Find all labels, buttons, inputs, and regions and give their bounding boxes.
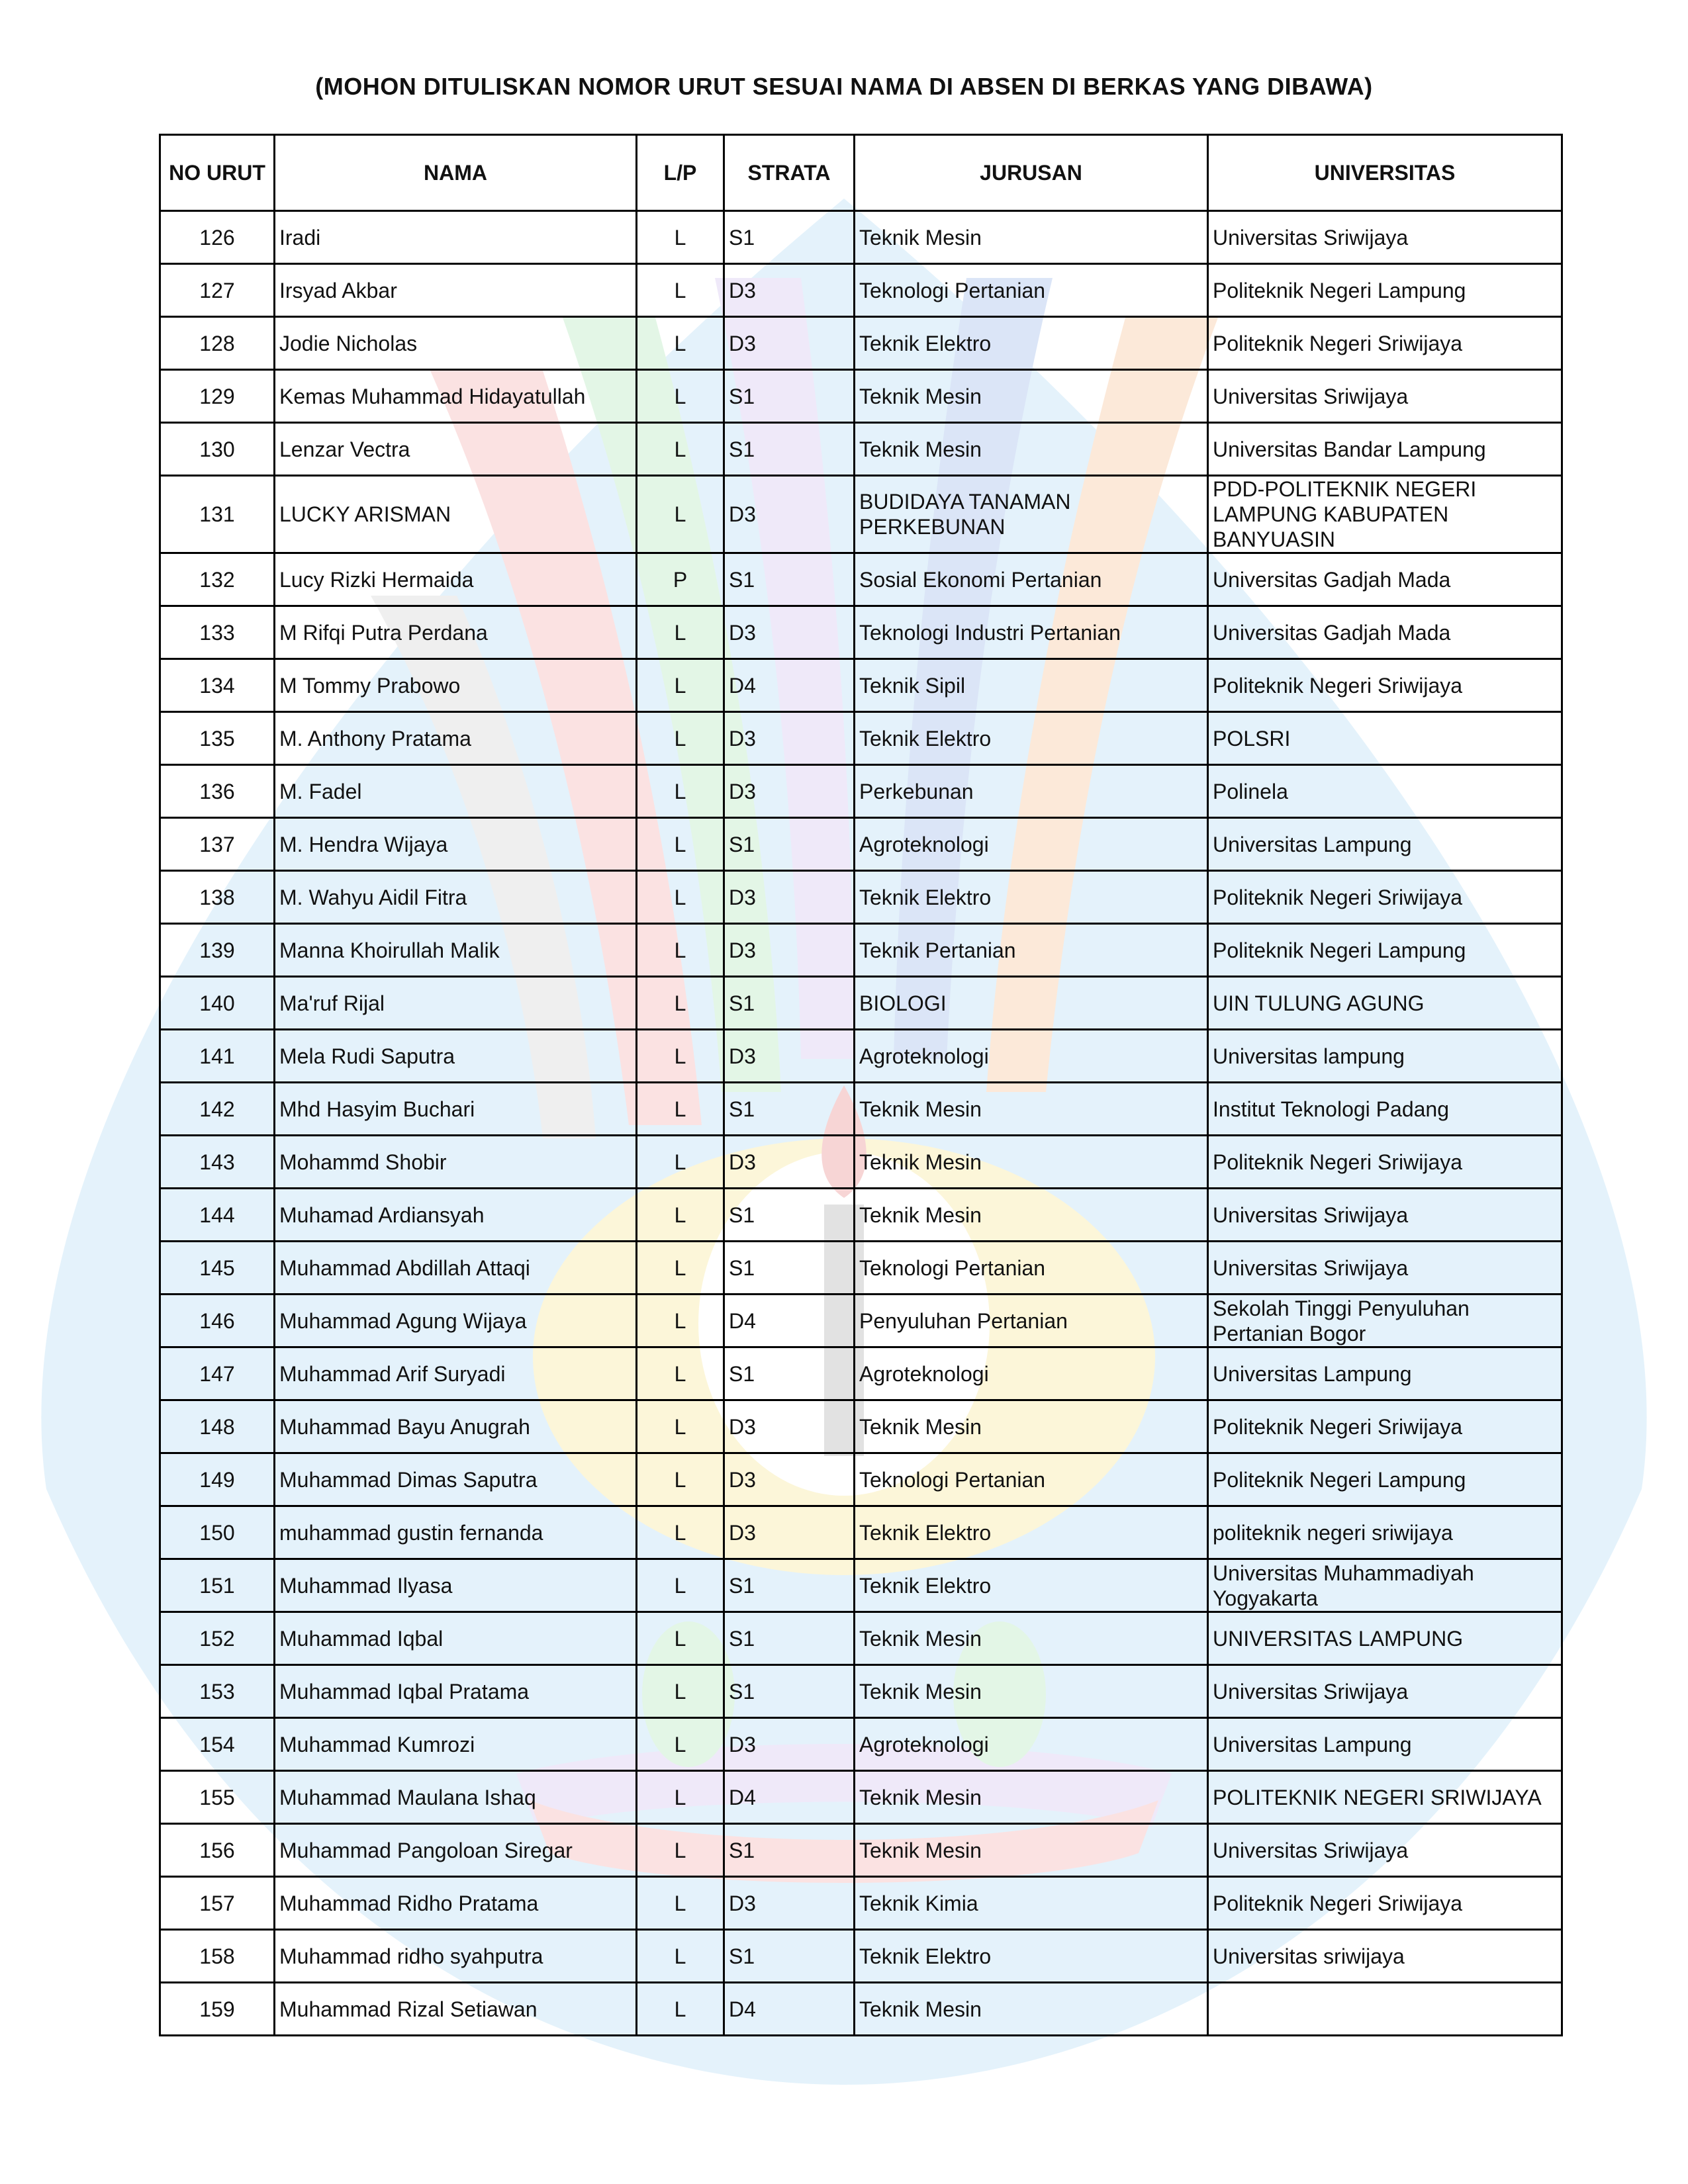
- cell-lp: L: [637, 1612, 724, 1665]
- table-row: [160, 1665, 1562, 1718]
- cell-lp: L: [637, 977, 724, 1030]
- cell-no-urut: 152: [160, 1612, 275, 1665]
- table-row: [160, 818, 1562, 871]
- cell-nama: Muhammad Ridho Pratama: [275, 1877, 637, 1930]
- cell-lp: L: [637, 211, 724, 264]
- cell-lp: L: [637, 1347, 724, 1400]
- table-row: [160, 1083, 1562, 1136]
- table-row: [160, 476, 1562, 553]
- table-row: [160, 1347, 1562, 1400]
- cell-lp: L: [637, 924, 724, 977]
- column-header-universitas: UNIVERSITAS: [1208, 135, 1562, 211]
- cell-strata: S1: [724, 1083, 855, 1136]
- cell-lp: L: [637, 871, 724, 924]
- cell-strata: D3: [724, 1400, 855, 1453]
- table-row: [160, 264, 1562, 317]
- column-header-nama: NAMA: [275, 135, 637, 211]
- cell-nama: Mohammd Shobir: [275, 1136, 637, 1189]
- cell-jurusan: Teknik Mesin: [855, 1400, 1208, 1453]
- cell-strata: D3: [724, 476, 855, 553]
- cell-universitas: Polinela: [1208, 765, 1562, 818]
- table-row: [160, 765, 1562, 818]
- cell-nama: Muhammad Abdillah Attaqi: [275, 1242, 637, 1295]
- table-row: [160, 423, 1562, 476]
- cell-lp: L: [637, 1453, 724, 1506]
- cell-lp: L: [637, 423, 724, 476]
- cell-no-urut: 136: [160, 765, 275, 818]
- cell-strata: D3: [724, 712, 855, 765]
- cell-universitas: Institut Teknologi Padang: [1208, 1083, 1562, 1136]
- cell-no-urut: 155: [160, 1771, 275, 1824]
- cell-jurusan: Teknik Elektro: [855, 712, 1208, 765]
- cell-strata: S1: [724, 553, 855, 606]
- table-row: [160, 1877, 1562, 1930]
- cell-strata: D3: [724, 1506, 855, 1559]
- cell-jurusan: Teknik Kimia: [855, 1877, 1208, 1930]
- table-row: [160, 1453, 1562, 1506]
- table-row: [160, 1983, 1562, 2036]
- cell-nama: M. Hendra Wijaya: [275, 818, 637, 871]
- cell-nama: M. Wahyu Aidil Fitra: [275, 871, 637, 924]
- table-row: [160, 1771, 1562, 1824]
- cell-jurusan: Teknik Elektro: [855, 1506, 1208, 1559]
- cell-universitas: Universitas Sriwijaya: [1208, 1242, 1562, 1295]
- cell-nama: Muhammad Dimas Saputra: [275, 1453, 637, 1506]
- cell-universitas: [1208, 1983, 1562, 2036]
- cell-strata: D3: [724, 264, 855, 317]
- cell-nama: Irsyad Akbar: [275, 264, 637, 317]
- cell-lp: L: [637, 659, 724, 712]
- cell-universitas: POLSRI: [1208, 712, 1562, 765]
- cell-lp: L: [637, 1771, 724, 1824]
- table-row: [160, 1506, 1562, 1559]
- table-row: [160, 211, 1562, 264]
- cell-universitas: Politeknik Negeri Sriwijaya: [1208, 659, 1562, 712]
- table-row: [160, 1295, 1562, 1347]
- cell-lp: L: [637, 818, 724, 871]
- cell-jurusan: Teknologi Industri Pertanian: [855, 606, 1208, 659]
- cell-no-urut: 134: [160, 659, 275, 712]
- cell-lp: L: [637, 1824, 724, 1877]
- cell-universitas: Universitas Gadjah Mada: [1208, 553, 1562, 606]
- cell-strata: D3: [724, 1453, 855, 1506]
- cell-jurusan: Teknik Mesin: [855, 1665, 1208, 1718]
- cell-jurusan: Teknik Sipil: [855, 659, 1208, 712]
- cell-lp: L: [637, 606, 724, 659]
- cell-jurusan: Teknik Mesin: [855, 1083, 1208, 1136]
- cell-nama: Muhammad Rizal Setiawan: [275, 1983, 637, 2036]
- cell-no-urut: 156: [160, 1824, 275, 1877]
- cell-jurusan: Teknik Mesin: [855, 211, 1208, 264]
- cell-lp: L: [637, 1083, 724, 1136]
- cell-lp: L: [637, 1877, 724, 1930]
- cell-jurusan: BUDIDAYA TANAMAN PERKEBUNAN: [855, 476, 1208, 553]
- table-row: [160, 1559, 1562, 1612]
- cell-universitas: Universitas Muhammadiyah Yogyakarta: [1208, 1559, 1562, 1612]
- cell-no-urut: 139: [160, 924, 275, 977]
- cell-jurusan: Penyuluhan Pertanian: [855, 1295, 1208, 1347]
- table-row: [160, 1718, 1562, 1771]
- cell-strata: D3: [724, 924, 855, 977]
- cell-strata: D3: [724, 1877, 855, 1930]
- cell-strata: S1: [724, 1242, 855, 1295]
- cell-jurusan: Agroteknologi: [855, 818, 1208, 871]
- table-row: [160, 1400, 1562, 1453]
- cell-lp: L: [637, 1665, 724, 1718]
- page-title: (MOHON DITULISKAN NOMOR URUT SESUAI NAMA DI ABSEN DI BERKAS YANG DIBAWA): [315, 73, 1373, 100]
- cell-no-urut: 137: [160, 818, 275, 871]
- cell-universitas: Universitas lampung: [1208, 1030, 1562, 1083]
- table-row: [160, 712, 1562, 765]
- table-row: [160, 1030, 1562, 1083]
- cell-no-urut: 141: [160, 1030, 275, 1083]
- cell-nama: Muhammad Ilyasa: [275, 1559, 637, 1612]
- cell-universitas: Politeknik Negeri Sriwijaya: [1208, 1400, 1562, 1453]
- table-row: [160, 317, 1562, 370]
- table-row: [160, 924, 1562, 977]
- cell-universitas: POLITEKNIK NEGERI SRIWIJAYA: [1208, 1771, 1562, 1824]
- cell-jurusan: Teknik Elektro: [855, 871, 1208, 924]
- cell-lp: L: [637, 1930, 724, 1983]
- cell-universitas: Politeknik Negeri Sriwijaya: [1208, 871, 1562, 924]
- cell-strata: D3: [724, 765, 855, 818]
- table-row: [160, 977, 1562, 1030]
- cell-nama: Muhammad Iqbal: [275, 1612, 637, 1665]
- cell-no-urut: 132: [160, 553, 275, 606]
- cell-lp: L: [637, 1559, 724, 1612]
- cell-nama: Muhammad Kumrozi: [275, 1718, 637, 1771]
- cell-strata: D4: [724, 1771, 855, 1824]
- column-header-jurusan: JURUSAN: [855, 135, 1208, 211]
- cell-universitas: Sekolah Tinggi Penyuluhan Pertanian Bogor: [1208, 1295, 1562, 1347]
- cell-strata: D3: [724, 871, 855, 924]
- cell-nama: LUCKY ARISMAN: [275, 476, 637, 553]
- cell-no-urut: 142: [160, 1083, 275, 1136]
- cell-lp: L: [637, 1506, 724, 1559]
- cell-universitas: Universitas Sriwijaya: [1208, 1824, 1562, 1877]
- cell-no-urut: 146: [160, 1295, 275, 1347]
- cell-universitas: UIN TULUNG AGUNG: [1208, 977, 1562, 1030]
- cell-lp: L: [637, 1983, 724, 2036]
- cell-universitas: Politeknik Negeri Lampung: [1208, 1453, 1562, 1506]
- cell-nama: Lenzar Vectra: [275, 423, 637, 476]
- column-header-lp: L/P: [637, 135, 724, 211]
- cell-strata: S1: [724, 1347, 855, 1400]
- cell-universitas: Universitas Bandar Lampung: [1208, 423, 1562, 476]
- cell-universitas: Politeknik Negeri Sriwijaya: [1208, 1136, 1562, 1189]
- cell-jurusan: Teknologi Pertanian: [855, 1242, 1208, 1295]
- cell-universitas: Universitas Sriwijaya: [1208, 1189, 1562, 1242]
- cell-no-urut: 147: [160, 1347, 275, 1400]
- cell-jurusan: BIOLOGI: [855, 977, 1208, 1030]
- cell-jurusan: Teknik Elektro: [855, 317, 1208, 370]
- cell-nama: M Tommy Prabowo: [275, 659, 637, 712]
- cell-lp: L: [637, 1030, 724, 1083]
- cell-jurusan: Teknik Mesin: [855, 1983, 1208, 2036]
- cell-nama: Lucy Rizki Hermaida: [275, 553, 637, 606]
- cell-universitas: Universitas Lampung: [1208, 818, 1562, 871]
- cell-jurusan: Teknik Mesin: [855, 1771, 1208, 1824]
- cell-no-urut: 148: [160, 1400, 275, 1453]
- cell-lp: L: [637, 765, 724, 818]
- cell-no-urut: 131: [160, 476, 275, 553]
- cell-nama: M. Fadel: [275, 765, 637, 818]
- table-body: [160, 211, 1562, 2036]
- cell-nama: Kemas Muhammad Hidayatullah: [275, 370, 637, 423]
- cell-universitas: Universitas Sriwijaya: [1208, 1665, 1562, 1718]
- cell-no-urut: 151: [160, 1559, 275, 1612]
- cell-strata: D3: [724, 1136, 855, 1189]
- cell-no-urut: 133: [160, 606, 275, 659]
- cell-nama: Muhammad Iqbal Pratama: [275, 1665, 637, 1718]
- cell-universitas: Politeknik Negeri Sriwijaya: [1208, 317, 1562, 370]
- cell-strata: S1: [724, 1824, 855, 1877]
- cell-lp: L: [637, 1189, 724, 1242]
- cell-nama: Mhd Hasyim Buchari: [275, 1083, 637, 1136]
- cell-nama: Muhammad Bayu Anugrah: [275, 1400, 637, 1453]
- cell-nama: muhammad gustin fernanda: [275, 1506, 637, 1559]
- cell-universitas: Universitas Gadjah Mada: [1208, 606, 1562, 659]
- table-row: [160, 553, 1562, 606]
- cell-universitas: Universitas sriwijaya: [1208, 1930, 1562, 1983]
- cell-lp: L: [637, 1400, 724, 1453]
- cell-lp: L: [637, 370, 724, 423]
- cell-no-urut: 153: [160, 1665, 275, 1718]
- cell-no-urut: 159: [160, 1983, 275, 2036]
- cell-jurusan: Teknik Mesin: [855, 370, 1208, 423]
- cell-strata: D3: [724, 1030, 855, 1083]
- cell-no-urut: 143: [160, 1136, 275, 1189]
- cell-lp: L: [637, 1242, 724, 1295]
- cell-nama: Ma'ruf Rijal: [275, 977, 637, 1030]
- cell-strata: D4: [724, 659, 855, 712]
- cell-jurusan: Teknologi Pertanian: [855, 1453, 1208, 1506]
- cell-strata: S1: [724, 1189, 855, 1242]
- cell-no-urut: 158: [160, 1930, 275, 1983]
- cell-no-urut: 154: [160, 1718, 275, 1771]
- cell-no-urut: 130: [160, 423, 275, 476]
- column-header-no-urut: NO URUT: [160, 135, 275, 211]
- cell-strata: S1: [724, 370, 855, 423]
- cell-universitas: politeknik negeri sriwijaya: [1208, 1506, 1562, 1559]
- cell-jurusan: Agroteknologi: [855, 1030, 1208, 1083]
- cell-no-urut: 144: [160, 1189, 275, 1242]
- cell-lp: L: [637, 712, 724, 765]
- table-row: [160, 1612, 1562, 1665]
- table-row: [160, 1242, 1562, 1295]
- cell-jurusan: Agroteknologi: [855, 1347, 1208, 1400]
- table-row: [160, 1189, 1562, 1242]
- cell-no-urut: 145: [160, 1242, 275, 1295]
- cell-no-urut: 157: [160, 1877, 275, 1930]
- cell-nama: Muhammad ridho syahputra: [275, 1930, 637, 1983]
- cell-no-urut: 138: [160, 871, 275, 924]
- cell-universitas: Universitas Lampung: [1208, 1347, 1562, 1400]
- cell-no-urut: 135: [160, 712, 275, 765]
- cell-lp: L: [637, 264, 724, 317]
- cell-strata: S1: [724, 1612, 855, 1665]
- cell-universitas: Politeknik Negeri Sriwijaya: [1208, 1877, 1562, 1930]
- attendance-table: [159, 134, 1563, 2036]
- column-header-strata: STRATA: [724, 135, 855, 211]
- cell-strata: S1: [724, 818, 855, 871]
- cell-nama: Muhamad Ardiansyah: [275, 1189, 637, 1242]
- cell-jurusan: Agroteknologi: [855, 1718, 1208, 1771]
- cell-strata: S1: [724, 211, 855, 264]
- cell-strata: S1: [724, 1665, 855, 1718]
- cell-strata: D3: [724, 317, 855, 370]
- table-row: [160, 659, 1562, 712]
- cell-lp: P: [637, 553, 724, 606]
- cell-strata: D4: [724, 1983, 855, 2036]
- cell-lp: L: [637, 1136, 724, 1189]
- cell-jurusan: Teknik Mesin: [855, 1824, 1208, 1877]
- cell-strata: D4: [724, 1295, 855, 1347]
- cell-jurusan: Teknik Mesin: [855, 423, 1208, 476]
- cell-nama: Muhammad Arif Suryadi: [275, 1347, 637, 1400]
- table-row: [160, 606, 1562, 659]
- cell-nama: Muhammad Agung Wijaya: [275, 1295, 637, 1347]
- cell-no-urut: 129: [160, 370, 275, 423]
- cell-nama: Muhammad Maulana Ishaq: [275, 1771, 637, 1824]
- cell-universitas: UNIVERSITAS LAMPUNG: [1208, 1612, 1562, 1665]
- cell-strata: D3: [724, 606, 855, 659]
- cell-no-urut: 127: [160, 264, 275, 317]
- cell-no-urut: 149: [160, 1453, 275, 1506]
- cell-lp: L: [637, 1295, 724, 1347]
- cell-jurusan: Teknik Elektro: [855, 1930, 1208, 1983]
- cell-lp: L: [637, 1718, 724, 1771]
- cell-nama: Jodie Nicholas: [275, 317, 637, 370]
- cell-nama: M Rifqi Putra Perdana: [275, 606, 637, 659]
- table-row: [160, 370, 1562, 423]
- cell-strata: S1: [724, 1930, 855, 1983]
- cell-universitas: Universitas Sriwijaya: [1208, 370, 1562, 423]
- cell-strata: D3: [724, 1718, 855, 1771]
- cell-lp: L: [637, 476, 724, 553]
- cell-jurusan: Sosial Ekonomi Pertanian: [855, 553, 1208, 606]
- cell-jurusan: Teknik Pertanian: [855, 924, 1208, 977]
- cell-jurusan: Teknik Mesin: [855, 1612, 1208, 1665]
- cell-nama: Manna Khoirullah Malik: [275, 924, 637, 977]
- cell-universitas: Universitas Sriwijaya: [1208, 211, 1562, 264]
- table-header-row: [160, 135, 1562, 211]
- cell-nama: Muhammad Pangoloan Siregar: [275, 1824, 637, 1877]
- cell-jurusan: Teknologi Pertanian: [855, 264, 1208, 317]
- cell-strata: S1: [724, 1559, 855, 1612]
- cell-strata: S1: [724, 977, 855, 1030]
- cell-no-urut: 128: [160, 317, 275, 370]
- cell-strata: S1: [724, 423, 855, 476]
- cell-universitas: PDD-POLITEKNIK NEGERI LAMPUNG KABUPATEN BANYUASIN: [1208, 476, 1562, 553]
- cell-nama: Mela Rudi Saputra: [275, 1030, 637, 1083]
- cell-universitas: Politeknik Negeri Lampung: [1208, 924, 1562, 977]
- cell-nama: M. Anthony Pratama: [275, 712, 637, 765]
- cell-jurusan: Teknik Mesin: [855, 1136, 1208, 1189]
- cell-universitas: Politeknik Negeri Lampung: [1208, 264, 1562, 317]
- table-row: [160, 871, 1562, 924]
- table-row: [160, 1136, 1562, 1189]
- cell-no-urut: 150: [160, 1506, 275, 1559]
- cell-no-urut: 140: [160, 977, 275, 1030]
- cell-jurusan: Perkebunan: [855, 765, 1208, 818]
- cell-lp: L: [637, 317, 724, 370]
- cell-no-urut: 126: [160, 211, 275, 264]
- cell-jurusan: Teknik Elektro: [855, 1559, 1208, 1612]
- table-row: [160, 1824, 1562, 1877]
- cell-nama: Iradi: [275, 211, 637, 264]
- table-row: [160, 1930, 1562, 1983]
- cell-jurusan: Teknik Mesin: [855, 1189, 1208, 1242]
- cell-universitas: Universitas Lampung: [1208, 1718, 1562, 1771]
